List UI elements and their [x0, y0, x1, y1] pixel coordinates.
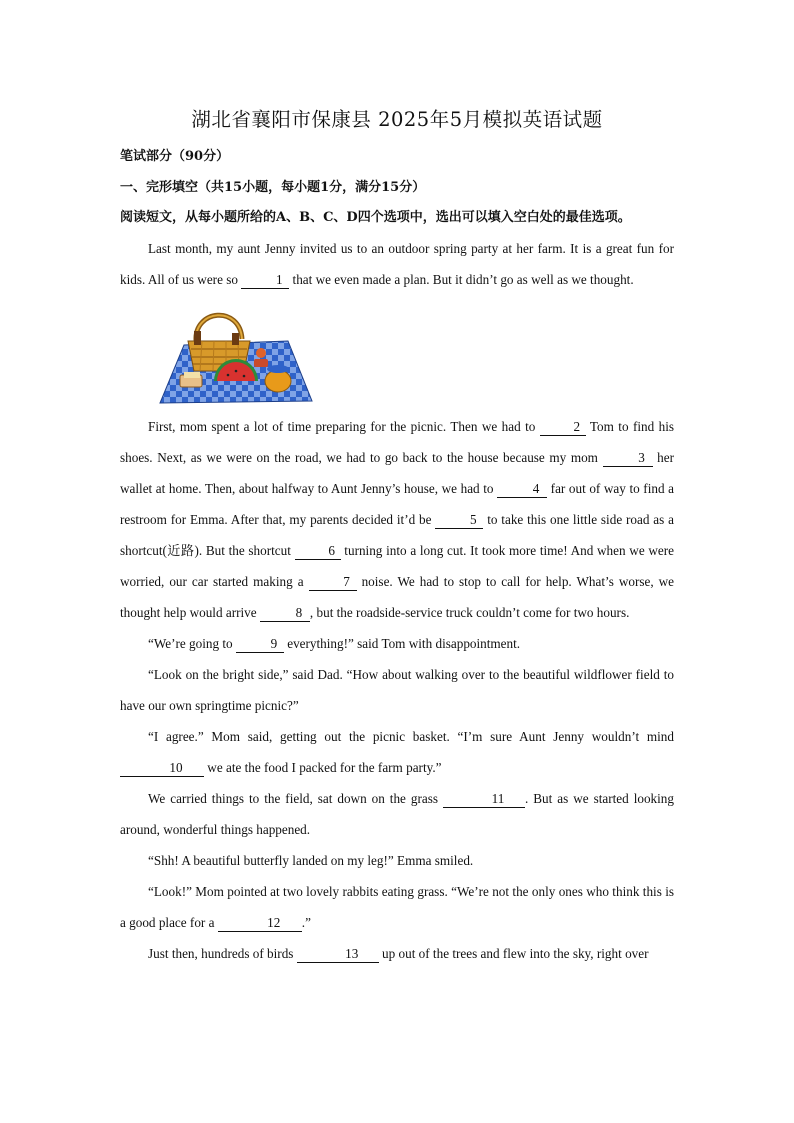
- blank-6: 6: [295, 544, 341, 560]
- page-title: 湖北省襄阳市保康县 2025年5月模拟英语试题: [191, 108, 603, 131]
- blank-5: 5: [435, 513, 483, 529]
- paragraph-4: “Look on the bright side,” said Dad. “How about walking over to the beautiful wildflower field to have our own springtime picnic?”: [120, 667, 674, 713]
- blank-1: 1: [241, 273, 289, 289]
- picnic-basket-illustration: [158, 301, 316, 405]
- passage: [120, 233, 674, 969]
- paragraph-5: “I agree.” Mom said, getting out the picnic basket. “I’m sure Aunt Jenny wouldn’t mind 10 we ate the food I packed for the farm party.”: [120, 721, 674, 783]
- blank-11: 11: [443, 792, 525, 808]
- section-heading: 笔试部分（90分）: [120, 149, 230, 164]
- blank-10: 10: [120, 761, 204, 777]
- instruction-text: 阅读短文，从每小题所给的A、B、C、D四个选项中，选出可以填入空白处的最佳选项。: [120, 210, 631, 225]
- paragraph-6: We carried things to the field, sat down on the grass 11 . But as we started looking around, wonderful things happened.: [120, 791, 674, 837]
- paragraph-9: Just then, hundreds of birds 13 up out of the trees and flew into the sky, right over: [148, 946, 649, 961]
- blank-2: 2: [540, 420, 586, 436]
- blank-3: 3: [603, 451, 653, 467]
- paragraph-7: “Shh! A beautiful butterfly landed on my leg!” Emma smiled.: [148, 853, 474, 868]
- blank-9: 9: [236, 637, 284, 653]
- paragraph-8: “Look!” Mom pointed at two lovely rabbits eating grass. “We’re not the only ones who think this is a good place for a 12 .”: [120, 884, 674, 930]
- blank-7: 7: [309, 575, 357, 591]
- paragraph-2: First, mom spent a lot of time preparing for the picnic. Then we had to 2 Tom to find his shoes. Next, as we were on the road, we had to go back to the house because my mom 3 her wallet at home. Then, about halfway to Aunt Jenny’s house, we had to 4 far out of way to find a restroom for Emma. After that, my parents decided it’d be 5 to take this one little side road as a shortcut(近路). But the shortcut 6 turning into a long cut. It took more time! And when we were worried, our car started making a 7 noise. We had to stop to call for help. What’s worse, we thought help would arrive 8 , but the roadside-service truck couldn’t come for two hours.: [120, 419, 675, 620]
- blank-13: 13: [297, 947, 379, 963]
- paragraph-3: “We’re going to 9 everything!” said Tom with disappointment.: [148, 636, 521, 651]
- blank-8: 8: [260, 606, 310, 622]
- blank-12: 12: [218, 916, 302, 932]
- part-heading: 一、完形填空（共15小题，每小题1分，满分15分）: [120, 180, 426, 195]
- paragraph-1: Last month, my aunt Jenny invited us to an outdoor spring party at her farm. It is a great fun for kids. All of us were so 1 that we even made a plan. But it didn’t go as well as we thought.: [120, 241, 674, 287]
- blank-4: 4: [497, 482, 547, 498]
